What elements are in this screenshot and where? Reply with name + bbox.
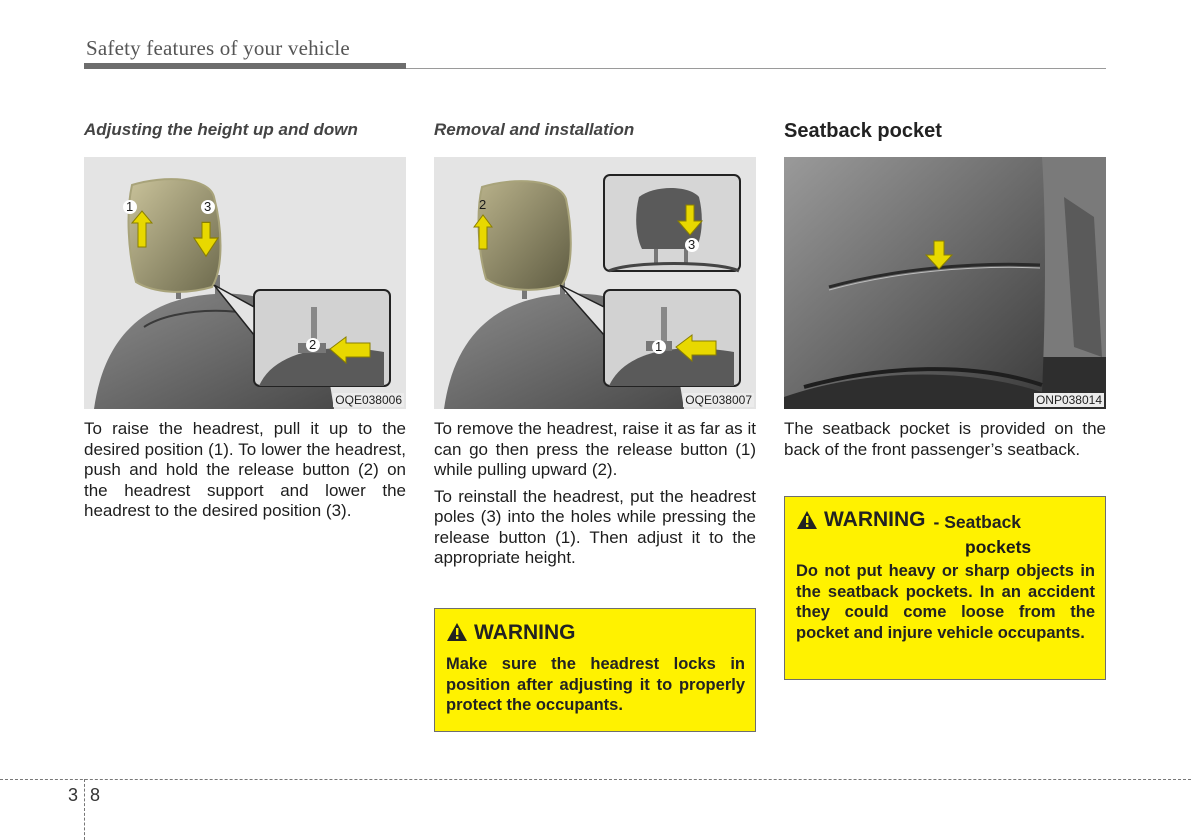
warning-subtitle: - Seatback <box>933 512 1022 532</box>
paragraph: To remove the headrest, raise it as far as it can go then press the release button (1) while pulling upward (2). <box>434 419 756 479</box>
column-seatback-pocket <box>784 115 1106 460</box>
warning-body: Make sure the headrest locks in position after adjusting it to properly protect the occupants. <box>446 655 745 714</box>
warning-subtitle-continued: pockets <box>965 537 1032 557</box>
marker-3: 3 <box>204 199 212 214</box>
headrest-height-illustration <box>84 157 406 409</box>
figure-code: ONP038014 <box>1035 393 1102 407</box>
section-heading: Adjusting the height up and down <box>84 120 358 139</box>
column-removal <box>434 115 756 569</box>
figure-code: OQE038007 <box>685 393 752 407</box>
warning-title-text: WARNING <box>824 508 926 531</box>
marker-2: 2 <box>309 337 317 352</box>
warning-triangle-icon <box>796 510 818 537</box>
page-number: 8 <box>90 785 101 805</box>
warning-seatback-pockets <box>784 496 1106 680</box>
paragraph: To raise the headrest, pull it up to the desired position (1). To lower the headrest, push and hold the release button (2) on the headrest support and lower the headrest to the desired position (3). <box>84 419 406 520</box>
marker-3: 3 <box>688 237 696 252</box>
section-heading: Removal and installation <box>434 120 635 139</box>
figure-code: OQE038006 <box>335 393 402 407</box>
warning-triangle-icon <box>446 622 468 650</box>
chapter-number: 3 <box>68 785 79 805</box>
marker-1: 1 <box>655 339 663 354</box>
seatback-pocket-illustration <box>784 157 1106 409</box>
marker-1: 1 <box>126 199 134 214</box>
warning-title <box>796 507 1095 537</box>
marker-2: 2 <box>479 197 487 212</box>
footer-divider <box>84 779 85 840</box>
header-bar <box>84 63 406 69</box>
warning-headrest-lock <box>434 608 756 732</box>
paragraph: To reinstall the headrest, put the headrest poles (3) into the holes while pressing the release button (1). Then adjust it to the appropriate height. <box>434 486 756 567</box>
section-title: Seatback pocket <box>784 120 942 142</box>
warning-title-text: WARNING <box>474 621 576 644</box>
warning-title <box>446 619 745 650</box>
headrest-removal-illustration <box>434 157 756 409</box>
warning-body: Do not put heavy or sharp objects in the seatback pockets. In an accident they could come loose from the pocket and injure vehicle occupants. <box>796 562 1095 642</box>
footer-rule <box>0 779 1191 780</box>
column-height-adjust <box>84 115 406 522</box>
header-rule <box>406 68 1106 69</box>
page-header-title: Safety features of your vehicle <box>86 36 350 60</box>
paragraph: The seatback pocket is provided on the back of the front passenger’s seatback. <box>784 419 1106 459</box>
